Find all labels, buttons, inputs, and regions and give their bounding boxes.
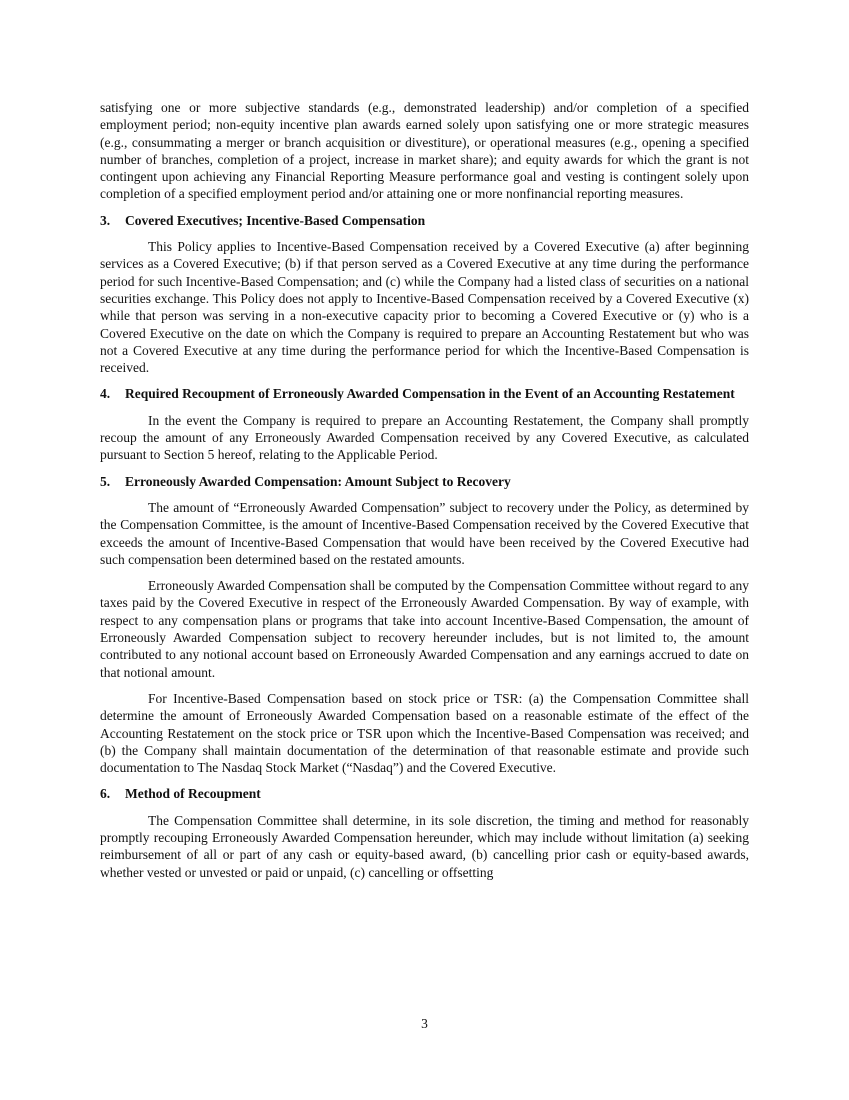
section-heading xyxy=(100,473,749,490)
section-title: Covered Executives; Incentive-Based Compensation xyxy=(125,212,426,228)
section-heading xyxy=(100,212,749,229)
section-number: 5. xyxy=(100,473,111,489)
section-title: Erroneously Awarded Compensation: Amount Subject to Recovery xyxy=(125,473,511,489)
page-number: 3 xyxy=(421,1016,428,1031)
section-paragraph: The Compensation Committee shall determine, in its sole discretion, the timing and method for reasonably promptly recouping Erroneously Awarded Compensation hereunder, which may include without limitation (a) seeking reimbursement of all or part of any cash or equity-based award, (b) cancelling prior cash or equity-based awards, whether vested or unvested or paid or unpaid, (c) cancelling or offsetting xyxy=(100,812,749,880)
section-heading xyxy=(100,385,749,402)
section-5 xyxy=(100,473,749,777)
section-4 xyxy=(100,385,749,463)
section-paragraph: Erroneously Awarded Compensation shall be computed by the Compensation Committee without regard to any taxes paid by the Covered Executive in respect of the Erroneously Awarded Compensation. By way of example, with respect to any compensation plans or programs that take into account Incentive-Based Compensation, the amount of Erroneously Awarded Compensation subject to recovery hereunder includes, but is not limited to, the amount contributed to any notional account based on Erroneously Awarded Compensation and any earnings accrued to date on that notional amount. xyxy=(100,578,749,680)
section-3 xyxy=(100,212,749,377)
section-paragraph: For Incentive-Based Compensation based on stock price or TSR: (a) the Compensation Committee shall determine the amount of Erroneously Awarded Compensation based on a reasonable estimate of the effect of the Accounting Restatement on the stock price or TSR upon which the Incentive-Based Compensation was received; and (b) the Company shall maintain documentation of the determination of that reasonable estimate and provide such documentation to The Nasdaq Stock Market (“Nasdaq”) and the Covered Executive. xyxy=(100,690,749,776)
section-6 xyxy=(100,785,749,880)
section-title: Required Recoupment of Erroneously Awarded Compensation in the Event of an Accounting Restatement xyxy=(125,386,735,402)
section-heading xyxy=(100,785,749,802)
section-number: 4. xyxy=(100,386,111,402)
section-number: 6. xyxy=(100,786,111,802)
section-title: Method of Recoupment xyxy=(125,786,261,802)
section-paragraph: The amount of “Erroneously Awarded Compensation” subject to recovery under the Policy, as determined by the Compensation Committee, is the amount of Incentive-Based Compensation received by the Covered Executive that exceeds the amount of Incentive-Based Compensation that would have been received by the Covered Executive had such compensation been determined based on the restated amounts. xyxy=(100,499,749,567)
section-paragraph: This Policy applies to Incentive-Based Compensation received by a Covered Executive (a) after beginning services as a Covered Executive; (b) if that person served as a Covered Executive at any time during the performance period for such Incentive-Based Compensation; and (c) while the Company had a listed class of securities on a national securities exchange. This Policy does not apply to Incentive-Based Compensation received by a Covered Executive (x) while that person was serving in a non-executive capacity prior to becoming a Covered Executive or (y) who is a Covered Executive on the date on which the Company is required to prepare an Accounting Restatement but who was not a Covered Executive at any time during the performance period for which the Incentive-Based Compensation is received. xyxy=(100,239,749,376)
document-page xyxy=(100,99,749,881)
section-number: 3. xyxy=(100,212,111,228)
section-paragraph: In the event the Company is required to prepare an Accounting Restatement, the Company shall promptly recoup the amount of any Erroneously Awarded Compensation received by any Covered Executive, as calculated pursuant to Section 5 hereof, relating to the Applicable Period. xyxy=(100,412,749,463)
opening-paragraph: satisfying one or more subjective standards (e.g., demonstrated leadership) and/or completion of a specified employment period; non-equity incentive plan awards earned solely upon satisfying one or more strategic measures (e.g., consummating a merger or branch acquisition or divestiture), or operational measures (e.g., opening a specified number of branches, completion of a project, increase in market share); and equity awards for which the grant is not contingent upon achieving any Financial Reporting Measure performance goal and vesting is contingent solely upon completion of a specified employment period and/or attaining one or more nonfinancial reporting measures. xyxy=(100,100,749,202)
